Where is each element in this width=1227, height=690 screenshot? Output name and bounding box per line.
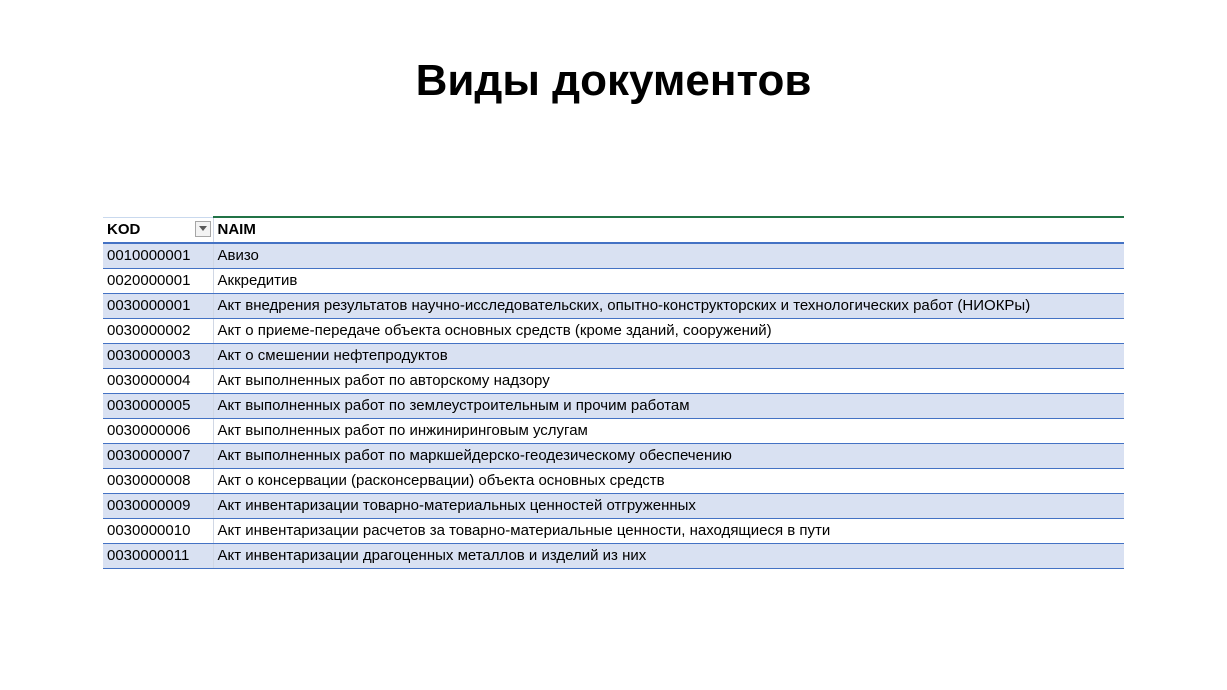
cell-naim[interactable]: Акт о консервации (расконсервации) объекта основных средств [213, 469, 1124, 494]
table-row [103, 269, 1124, 294]
table-row [103, 419, 1124, 444]
cell-naim[interactable]: Акт инвентаризации расчетов за товарно-материальные ценности, находящиеся в пути [213, 519, 1124, 544]
document-types-table [103, 216, 1124, 569]
cell-naim[interactable]: Акт выполненных работ по маркшейдерско-геодезическому обеспечению [213, 444, 1124, 469]
table-header-row [103, 217, 1124, 243]
cell-kod[interactable]: 0030000006 [103, 419, 213, 444]
cell-kod[interactable]: 0030000002 [103, 319, 213, 344]
cell-naim[interactable]: Акт выполненных работ по авторскому надзору [213, 369, 1124, 394]
cell-kod[interactable]: 0030000005 [103, 394, 213, 419]
cell-kod[interactable]: 0030000008 [103, 469, 213, 494]
table-row [103, 319, 1124, 344]
cell-naim[interactable]: Акт выполненных работ по землеустроительным и прочим работам [213, 394, 1124, 419]
cell-naim[interactable]: Акт внедрения результатов научно-исследовательских, опытно-конструкторских и технологических работ (НИОКРы) [213, 294, 1124, 319]
cell-naim[interactable]: Акт о смешении нефтепродуктов [213, 344, 1124, 369]
column-header-kod[interactable] [103, 217, 213, 243]
table-row [103, 344, 1124, 369]
filter-dropdown-icon[interactable] [195, 221, 211, 237]
table-row [103, 294, 1124, 319]
page-title: Виды документов [415, 56, 812, 105]
cell-kod[interactable]: 0010000001 [103, 243, 213, 269]
table-row [103, 494, 1124, 519]
table-row [103, 444, 1124, 469]
table-row [103, 469, 1124, 494]
cell-naim[interactable]: Акт инвентаризации драгоценных металлов и изделий из них [213, 544, 1124, 569]
table-row [103, 544, 1124, 569]
table-row [103, 369, 1124, 394]
table-row [103, 519, 1124, 544]
spreadsheet-table-container [103, 216, 1124, 569]
table-body [103, 243, 1124, 569]
cell-kod[interactable]: 0030000009 [103, 494, 213, 519]
cell-kod[interactable]: 0030000004 [103, 369, 213, 394]
cell-naim[interactable]: Акт выполненных работ по инжиниринговым услугам [213, 419, 1124, 444]
table-row [103, 394, 1124, 419]
column-header-naim[interactable]: NAIM [213, 217, 1124, 243]
cell-naim[interactable]: Авизо [213, 243, 1124, 269]
cell-kod[interactable]: 0030000007 [103, 444, 213, 469]
cell-naim[interactable]: Аккредитив [213, 269, 1124, 294]
column-header-kod-label: KOD [107, 220, 141, 238]
cell-kod[interactable]: 0020000001 [103, 269, 213, 294]
cell-kod[interactable]: 0030000003 [103, 344, 213, 369]
table-row [103, 243, 1124, 269]
cell-kod[interactable]: 0030000001 [103, 294, 213, 319]
cell-naim[interactable]: Акт о приеме-передаче объекта основных средств (кроме зданий, сооружений) [213, 319, 1124, 344]
cell-kod[interactable]: 0030000010 [103, 519, 213, 544]
cell-naim[interactable]: Акт инвентаризации товарно-материальных ценностей отгруженных [213, 494, 1124, 519]
cell-kod[interactable]: 0030000011 [103, 544, 213, 569]
